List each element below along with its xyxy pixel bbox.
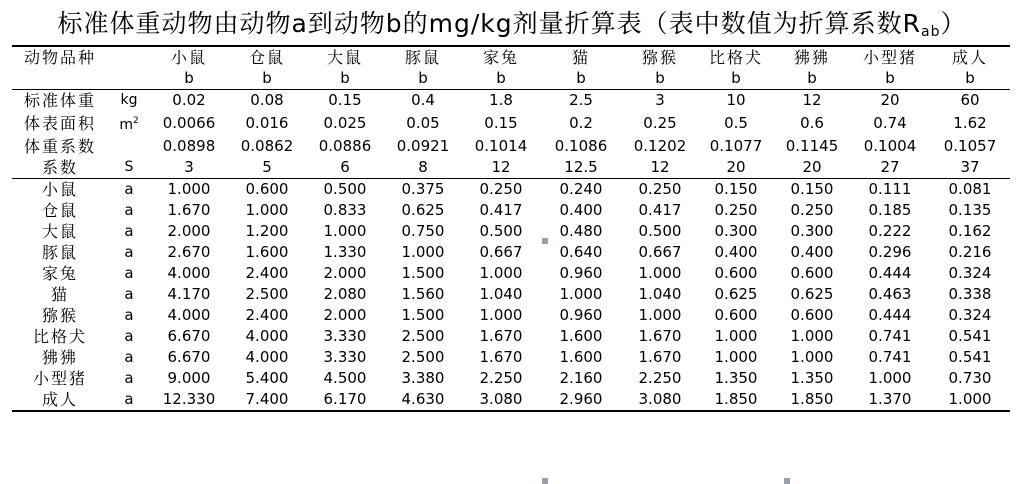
conversion-factor: 1.000 [559,285,603,303]
species-header: 豚鼠 [384,46,462,68]
param-value: 20 [726,158,746,176]
title-close-paren: ） [940,9,967,38]
a-marker: a [124,264,134,282]
param-value: 0.1145 [785,137,839,155]
species-header: 仓鼠 [228,46,306,68]
a-marker: a [124,201,134,219]
param-value: 0.02 [150,90,228,112]
unit-text: S [124,159,134,175]
species-header-label: 动物品种 [12,46,108,68]
param-value: 0.6 [800,114,824,132]
conversion-factor: 1.670 [479,348,523,366]
param-value: 0.025 [323,114,367,132]
conversion-factor: 1.000 [790,327,834,345]
grid-marker [542,238,548,244]
param-value: 0.0886 [318,137,372,155]
b-marker: b [655,69,665,87]
conversion-factor: 2.500 [245,285,289,303]
param-value: 5 [262,158,272,176]
param-value: 0.0066 [162,114,216,132]
conversion-factor: 0.600 [228,179,306,201]
param-value: 10 [698,90,774,112]
animal-a-label: 成人 [12,389,108,411]
param-unit [108,90,150,112]
species-header: 猫 [540,46,622,68]
conversion-factor: 1.000 [930,389,1010,411]
conversion-factor: 1.000 [323,222,367,240]
conversion-factor: 1.000 [790,348,834,366]
conversion-factor: 2.500 [401,327,445,345]
empty-cell [108,46,150,68]
conversion-factor: 2.250 [638,369,682,387]
conversion-factor: 1.040 [638,285,682,303]
param-value: 0.2 [569,114,593,132]
a-marker: a [124,327,134,345]
conversion-factor: 2.000 [323,264,367,282]
conversion-factor: 2.000 [167,222,211,240]
param-value: 0.016 [245,114,289,132]
conversion-factor: 0.150 [698,179,774,201]
title-subscript: ab [921,24,941,40]
b-marker: b [885,69,895,87]
conversion-factor: 6.670 [167,348,211,366]
header-b-row [12,68,1010,90]
a-marker: a [124,348,134,366]
species-header: 猕猴 [622,46,698,68]
conversion-factor: 0.417 [479,201,523,219]
conversion-factor: 0.730 [948,369,992,387]
b-marker: b [807,69,817,87]
conversion-factor: 0.500 [638,222,682,240]
conversion-factor: 0.741 [868,327,912,345]
matrix-row [12,389,1010,411]
animal-a-label: 豚鼠 [41,243,78,262]
conversion-factor: 1.560 [401,285,445,303]
conversion-factor: 0.162 [948,222,992,240]
conversion-factor: 2.400 [245,306,289,324]
param-row [12,157,1010,179]
param-value: 0.0921 [396,137,450,155]
conversion-factor: 1.000 [401,243,445,261]
species-header: 家兔 [462,46,540,68]
conversion-factor: 2.960 [540,389,622,411]
conversion-factor: 0.135 [948,201,992,219]
conversion-factor: 1.200 [245,222,289,240]
param-value: 8 [418,158,428,176]
param-value: 0.0898 [162,137,216,155]
conversion-factor: 0.600 [714,264,758,282]
param-value: 27 [880,158,900,176]
conversion-factor: 0.667 [638,243,682,261]
animal-a-label: 小鼠 [12,179,108,201]
conversion-factor: 0.541 [948,327,992,345]
conversion-factor: 0.300 [714,222,758,240]
grid-marker [542,478,548,484]
param-value: 1.8 [462,90,540,112]
param-label: 体表面积 [23,114,96,133]
title-main: 标准体重动物由动物a到动物b的mg/kg剂量折算表（表中数值为折算系数R [57,9,922,38]
conversion-factor: 0.480 [559,222,603,240]
param-value: 12 [650,158,670,176]
species-header: 小型猪 [850,46,930,68]
conversion-factor: 0.296 [868,243,912,261]
conversion-factor: 5.400 [245,369,289,387]
conversion-factor: 1.670 [638,348,682,366]
conversion-factor: 12.330 [150,389,228,411]
param-value: 0.74 [873,114,907,132]
conversion-factor: 2.400 [245,264,289,282]
conversion-factor: 6.170 [306,389,384,411]
conversion-factor: 0.375 [384,179,462,201]
conversion-factor: 0.600 [790,306,834,324]
conversion-factor: 2.080 [323,285,367,303]
param-value: 0.4 [384,90,462,112]
matrix-row [12,263,1010,284]
param-row [12,111,1010,136]
conversion-factor: 0.444 [868,264,912,282]
matrix-row [12,368,1010,389]
param-value: 0.1057 [943,137,997,155]
dose-conversion-table [12,45,1010,412]
conversion-factor: 1.000 [868,369,912,387]
species-header: 小鼠 [150,46,228,68]
conversion-factor: 0.400 [559,201,603,219]
conversion-factor: 0.111 [850,179,930,201]
conversion-factor: 0.185 [868,201,912,219]
conversion-factor: 1.040 [479,285,523,303]
param-value: 0.15 [306,90,384,112]
conversion-factor: 0.640 [559,243,603,261]
empty-cell [108,68,150,90]
conversion-factor: 3.380 [401,369,445,387]
b-marker: b [340,69,350,87]
conversion-factor: 0.600 [714,306,758,324]
conversion-factor: 1.000 [479,264,523,282]
param-value: 0.25 [643,114,677,132]
animal-a-label: 狒狒 [41,348,78,367]
matrix-row [12,305,1010,326]
species-header: 狒狒 [774,46,850,68]
a-marker: a [108,389,150,411]
a-marker: a [108,179,150,201]
table-title [0,4,1024,44]
conversion-factor: 1.000 [638,306,682,324]
conversion-factor: 4.000 [167,306,211,324]
animal-a-label: 比格犬 [32,327,87,346]
param-value: 0.15 [484,114,518,132]
conversion-factor: 1.000 [638,264,682,282]
conversion-factor: 0.741 [868,348,912,366]
conversion-factor: 1.370 [850,389,930,411]
b-marker: b [496,69,506,87]
unit-superscript: 2 [132,116,139,126]
param-value: 0.0862 [240,137,294,155]
conversion-factor: 1.500 [401,306,445,324]
param-unit [108,136,150,157]
param-value: 6 [340,158,350,176]
animal-a-label: 大鼠 [41,222,78,241]
matrix-row [12,326,1010,347]
conversion-factor: 1.500 [401,264,445,282]
matrix-row [12,347,1010,368]
conversion-factor: 3.080 [622,389,698,411]
conversion-factor: 2.500 [401,348,445,366]
param-unit [108,157,150,179]
conversion-factor: 2.670 [167,243,211,261]
param-label: 体重系数 [23,137,96,156]
grid-marker [784,478,790,484]
conversion-factor: 7.400 [228,389,306,411]
conversion-factor: 1.600 [559,348,603,366]
param-value: 3 [622,90,698,112]
conversion-factor: 0.324 [948,306,992,324]
param-label: 系数 [41,158,78,177]
conversion-factor: 4.000 [245,348,289,366]
param-value: 37 [960,158,980,176]
b-marker: b [418,69,428,87]
animal-a-label: 家兔 [41,264,78,283]
conversion-factor: 2.160 [559,369,603,387]
conversion-factor: 3.080 [462,389,540,411]
conversion-factor: 2.250 [479,369,523,387]
conversion-factor: 0.240 [540,179,622,201]
conversion-factor: 0.338 [948,285,992,303]
conversion-factor: 0.625 [401,201,445,219]
a-marker: a [124,306,134,324]
conversion-factor: 0.250 [790,201,834,219]
conversion-factor: 4.630 [384,389,462,411]
param-value: 12 [491,158,511,176]
matrix-row [12,221,1010,242]
conversion-factor: 1.000 [479,306,523,324]
b-marker: b [184,69,194,87]
conversion-factor: 0.250 [714,201,758,219]
param-value: 12 [774,90,850,112]
conversion-factor: 3.330 [323,348,367,366]
conversion-factor: 1.000 [714,348,758,366]
conversion-factor: 2.000 [323,306,367,324]
conversion-factor: 4.000 [167,264,211,282]
animal-a-label: 猕猴 [41,306,78,325]
conversion-factor: 0.222 [868,222,912,240]
species-header: 比格犬 [698,46,774,68]
conversion-factor: 0.216 [948,243,992,261]
conversion-factor: 0.400 [714,243,758,261]
param-unit [108,111,150,136]
conversion-factor: 1.670 [479,327,523,345]
conversion-factor: 1.350 [790,369,834,387]
param-row [12,136,1010,157]
conversion-factor: 0.960 [559,306,603,324]
conversion-factor: 0.500 [306,179,384,201]
b-marker: b [965,69,975,87]
a-marker: a [124,285,134,303]
conversion-factor: 9.000 [167,369,211,387]
conversion-factor: 0.625 [790,285,834,303]
param-value: 2.5 [540,90,622,112]
conversion-factor: 1.000 [150,179,228,201]
conversion-factor: 1.850 [698,389,774,411]
conversion-factor: 1.330 [323,243,367,261]
param-value: 0.1086 [554,137,608,155]
conversion-factor: 0.463 [868,285,912,303]
matrix-row [12,200,1010,221]
conversion-factor: 4.500 [323,369,367,387]
param-value: 12.5 [564,158,598,176]
conversion-factor: 1.000 [714,327,758,345]
conversion-factor: 0.250 [462,179,540,201]
species-header: 成人 [930,46,1010,68]
b-marker: b [262,69,272,87]
param-value: 3 [184,158,194,176]
conversion-factor: 1.850 [774,389,850,411]
conversion-factor: 1.600 [559,327,603,345]
conversion-factor: 6.670 [167,327,211,345]
conversion-factor: 1.350 [714,369,758,387]
animal-a-label: 仓鼠 [41,201,78,220]
conversion-factor: 3.330 [323,327,367,345]
param-row [12,90,1010,112]
conversion-factor: 0.833 [323,201,367,219]
species-header: 大鼠 [306,46,384,68]
param-value: 1.62 [953,114,987,132]
param-label: 标准体重 [12,90,108,112]
animal-a-label: 小型猪 [32,369,87,388]
conversion-factor: 0.250 [622,179,698,201]
param-value: 20 [850,90,930,112]
conversion-factor: 0.300 [790,222,834,240]
unit-text: kg [120,92,138,108]
header-species-row [12,46,1010,68]
conversion-factor: 0.750 [401,222,445,240]
conversion-factor: 0.150 [774,179,850,201]
param-value: 0.08 [228,90,306,112]
conversion-factor: 1.670 [638,327,682,345]
conversion-factor: 1.670 [167,201,211,219]
param-value: 0.1077 [709,137,763,155]
param-value: 60 [930,90,1010,112]
param-value: 0.5 [724,114,748,132]
conversion-factor: 0.541 [948,348,992,366]
a-marker: a [124,369,134,387]
conversion-factor: 0.444 [868,306,912,324]
param-value: 20 [802,158,822,176]
param-value: 0.1202 [633,137,687,155]
animal-a-label: 猫 [50,285,69,304]
conversion-factor: 0.600 [790,264,834,282]
a-marker: a [124,243,134,261]
matrix-row [12,179,1010,201]
unit-text: m [119,117,133,133]
conversion-factor: 0.960 [559,264,603,282]
conversion-factor: 1.600 [245,243,289,261]
conversion-factor: 0.324 [948,264,992,282]
param-value: 0.05 [406,114,440,132]
conversion-factor: 0.625 [714,285,758,303]
conversion-factor: 0.081 [930,179,1010,201]
matrix-row [12,242,1010,263]
param-value: 0.1004 [863,137,917,155]
b-marker: b [731,69,741,87]
conversion-factor: 0.667 [479,243,523,261]
a-marker: a [124,222,134,240]
conversion-factor: 0.417 [638,201,682,219]
param-value: 0.1014 [474,137,528,155]
empty-cell [12,68,108,90]
conversion-factor: 4.170 [167,285,211,303]
b-marker: b [576,69,586,87]
conversion-factor: 0.400 [790,243,834,261]
conversion-factor: 0.500 [479,222,523,240]
conversion-factor: 1.000 [245,201,289,219]
conversion-factor: 4.000 [245,327,289,345]
matrix-row [12,284,1010,305]
